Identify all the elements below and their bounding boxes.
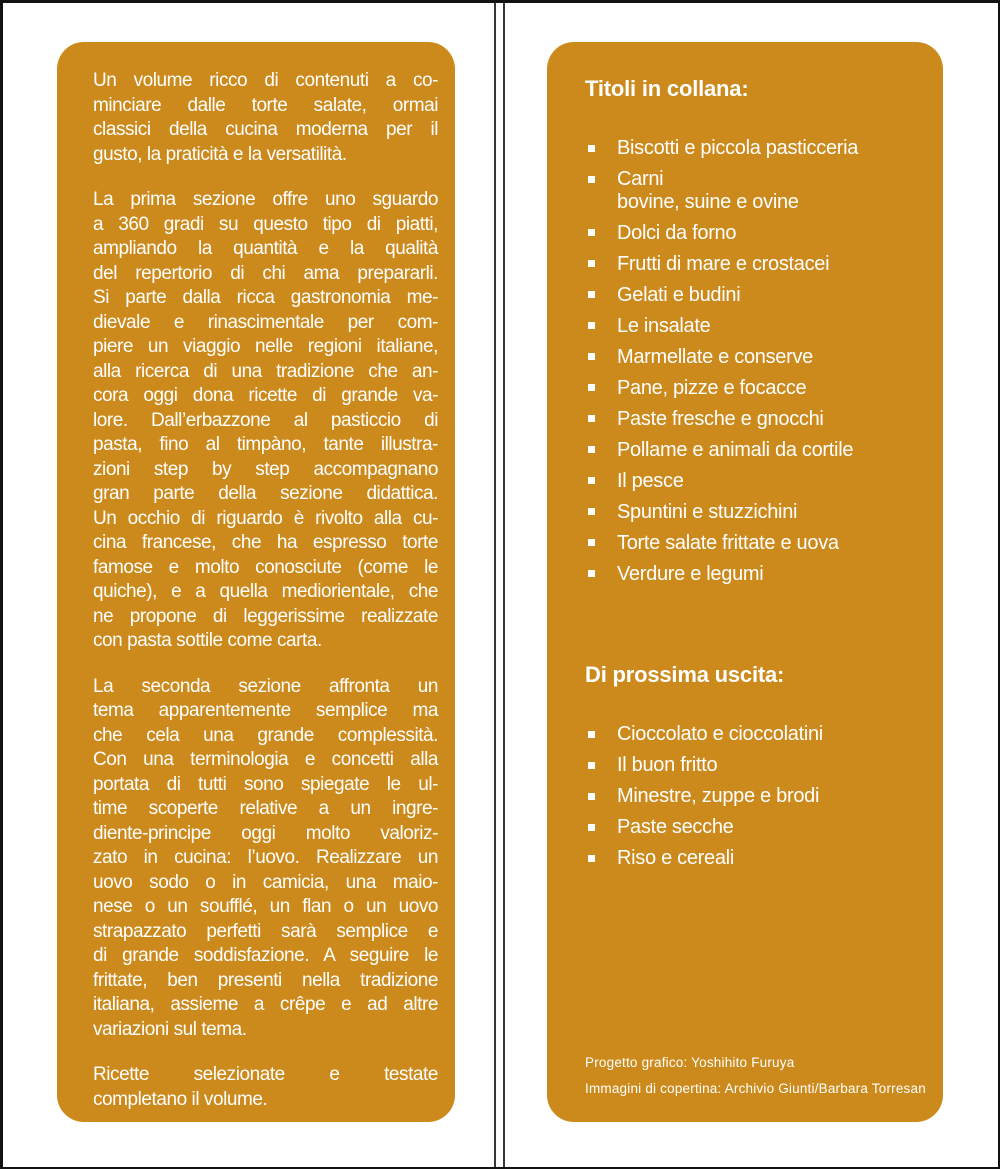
paragraph-line: Con una terminologia e concetti alla: [93, 749, 438, 770]
credits-block: [585, 1050, 926, 1102]
series-title-item: [585, 377, 923, 400]
upcoming-title-item: [585, 785, 923, 808]
description-paragraph: [93, 675, 438, 1043]
series-title-text: Torte salate frittate e uova: [617, 531, 839, 554]
paragraph-line: frittate, ben presenti nella tradizione: [93, 969, 438, 991]
series-title-list: [585, 137, 923, 585]
upcoming-title-item: [585, 816, 923, 839]
paragraph-line: variazioni sul tema.: [93, 1018, 247, 1040]
paragraph-line: diente-principe oggi molto valoriz-: [93, 822, 438, 844]
paragraph-line: classici della cucina moderna per il: [93, 119, 438, 140]
series-title-text: Le insalate: [617, 314, 711, 337]
paragraph-line: uovo sodo o in camicia, una maio-: [93, 871, 438, 893]
paragraph-line: gran parte della sezione didattica.: [93, 483, 438, 504]
upcoming-title-text: Riso e cereali: [617, 847, 734, 869]
series-title-item: [585, 222, 923, 245]
paragraph-line: tema apparentemente semplice ma: [93, 700, 438, 721]
paragraph-line: a 360 gradi su questo tipo di piatti,: [93, 213, 438, 235]
series-title-text: Marmellate e conserve: [617, 345, 814, 368]
series-title-text: Carni: [617, 168, 664, 190]
paragraph-line: pasta, fino al timpàno, tante illustra-: [93, 434, 438, 455]
left-flap: [57, 42, 455, 1122]
right-flap: [547, 42, 943, 1122]
paragraph-line: Un occhio di riguardo è rivolto alla cu-: [93, 507, 438, 529]
series-title-item: [585, 470, 923, 493]
upcoming-title-item: [585, 847, 923, 870]
paragraph-line: alla ricerca di una tradizione che an-: [93, 360, 438, 382]
series-title-subtitle: bovine, suine e ovine: [617, 190, 799, 213]
paragraph-line: cina francese, che ha espresso torte: [93, 532, 438, 553]
series-title-item: [585, 346, 923, 369]
series-heading: Titoli in collana:: [585, 76, 749, 101]
series-title-text: Pane, pizze e focacce: [617, 376, 807, 399]
paragraph-line: Un volume ricco di contenuti a co-: [93, 70, 438, 91]
series-title-text: Frutti di mare e crostacei: [617, 252, 830, 275]
series-title-text: Verdure e legumi: [617, 562, 764, 585]
paragraph-line: quiche), e a quella mediorientale, che: [93, 581, 438, 602]
bullet-square-icon: [588, 260, 595, 267]
bullet-square-icon: [588, 508, 595, 515]
paragraph-line: di grande soddisfazione. A seguire le: [93, 945, 438, 966]
upcoming-title-list: [585, 723, 923, 870]
series-title-item: [585, 532, 923, 555]
bullet-square-icon: [588, 384, 595, 391]
bullet-square-icon: [588, 477, 595, 484]
paragraph-line: ne propone di leggerissime realizzate: [93, 605, 438, 627]
upcoming-heading: Di prossima uscita:: [585, 662, 785, 687]
paragraph-line: ampliando la quantità e la qualità: [93, 238, 438, 259]
bullet-square-icon: [588, 793, 595, 800]
bullet-square-icon: [588, 539, 595, 546]
credit-line: Progetto grafico: Yoshihito Furuya: [585, 1055, 795, 1070]
paragraph-line: italiana, assieme a crêpe e ad altre: [93, 994, 438, 1015]
series-title-text: Pollame e animali da cortile: [617, 438, 854, 461]
description-paragraph: [93, 69, 438, 167]
paragraph-line: time scoperte relative a un ingre-: [93, 798, 438, 819]
upcoming-title-text: Il buon fritto: [617, 754, 718, 776]
paragraph-line: Si parte dalla ricca gastronomia me-: [93, 287, 438, 308]
bullet-square-icon: [588, 855, 595, 862]
paragraph-line: La seconda sezione affronta un: [93, 675, 438, 697]
series-title-text: Spuntini e stuzzichini: [617, 500, 798, 523]
paragraph-line: strapazzato perfetti sarà semplice e: [93, 920, 438, 942]
description-paragraph: [93, 188, 438, 654]
upcoming-title-item: [585, 723, 923, 746]
series-title-item: [585, 315, 923, 338]
paragraph-line: con pasta sottile come carta.: [93, 630, 322, 651]
bullet-square-icon: [588, 415, 595, 422]
paragraph-line: portata di tutti sono spiegate le ul-: [93, 773, 438, 795]
bullet-square-icon: [588, 353, 595, 360]
series-title-item: [585, 408, 923, 431]
series-title-text: Il pesce: [617, 469, 684, 492]
series-title-item: [585, 501, 923, 524]
bullet-square-icon: [588, 145, 595, 152]
series-title-text: Gelati e budini: [617, 283, 741, 306]
center-fold-lines: [494, 3, 505, 1167]
description-paragraph: [93, 1063, 438, 1112]
series-title-item: [585, 563, 923, 586]
paragraph-line: completano il volume.: [93, 1088, 268, 1110]
series-title-item: [585, 439, 923, 462]
paragraph-line: La prima sezione offre uno sguardo: [93, 189, 438, 210]
upcoming-title-text: Cioccolato e cioccolatini: [617, 723, 823, 745]
paragraph-line: del repertorio di chi ama prepararli.: [93, 262, 438, 284]
series-title-text: Dolci da forno: [617, 221, 737, 244]
left-flap-description: [93, 69, 438, 1112]
series-title-item: [585, 137, 923, 160]
paragraph-line: nese o un soufflé, un flan o un uovo: [93, 896, 438, 917]
paragraph-line: piere un viaggio nelle regioni italiane,: [93, 336, 438, 357]
paragraph-line: famose e molto conosciute (come le: [93, 556, 438, 578]
bullet-square-icon: [588, 322, 595, 329]
paragraph-line: gusto, la praticità e la versatilità.: [93, 143, 347, 165]
paragraph-line: lore. Dall’erbazzone al pasticcio di: [93, 409, 438, 431]
bullet-square-icon: [588, 570, 595, 577]
paragraph-line: che cela una grande complessità.: [93, 724, 438, 746]
paragraph-line: cora oggi dona ricette di grande va-: [93, 385, 438, 406]
paragraph-line: zioni step by step accompagnano: [93, 458, 438, 480]
paragraph-line: zato in cucina: l’uovo. Realizzare un: [93, 847, 438, 868]
series-title-text: Biscotti e piccola pasticceria: [617, 137, 859, 159]
upcoming-title-text: Minestre, zuppe e brodi: [617, 785, 820, 807]
bullet-square-icon: [588, 291, 595, 298]
series-title-item: [585, 284, 923, 307]
paragraph-line: dievale e rinascimentale per com-: [93, 311, 438, 333]
paragraph-line: Ricette selezionate e testate: [93, 1064, 438, 1085]
bullet-square-icon: [588, 176, 595, 183]
bullet-square-icon: [588, 229, 595, 236]
bullet-square-icon: [588, 824, 595, 831]
bullet-square-icon: [588, 731, 595, 738]
upcoming-title-item: [585, 754, 923, 777]
upcoming-title-text: Paste secche: [617, 816, 734, 838]
credit-line: Immagini di copertina: Archivio Giunti/Barbara Torresan: [585, 1081, 926, 1096]
series-title-item: [585, 168, 923, 213]
bullet-square-icon: [588, 762, 595, 769]
series-title-item: [585, 253, 923, 276]
paragraph-line: minciare dalle torte salate, ormai: [93, 94, 438, 116]
bullet-square-icon: [588, 446, 595, 453]
series-title-text: Paste fresche e gnocchi: [617, 407, 824, 430]
